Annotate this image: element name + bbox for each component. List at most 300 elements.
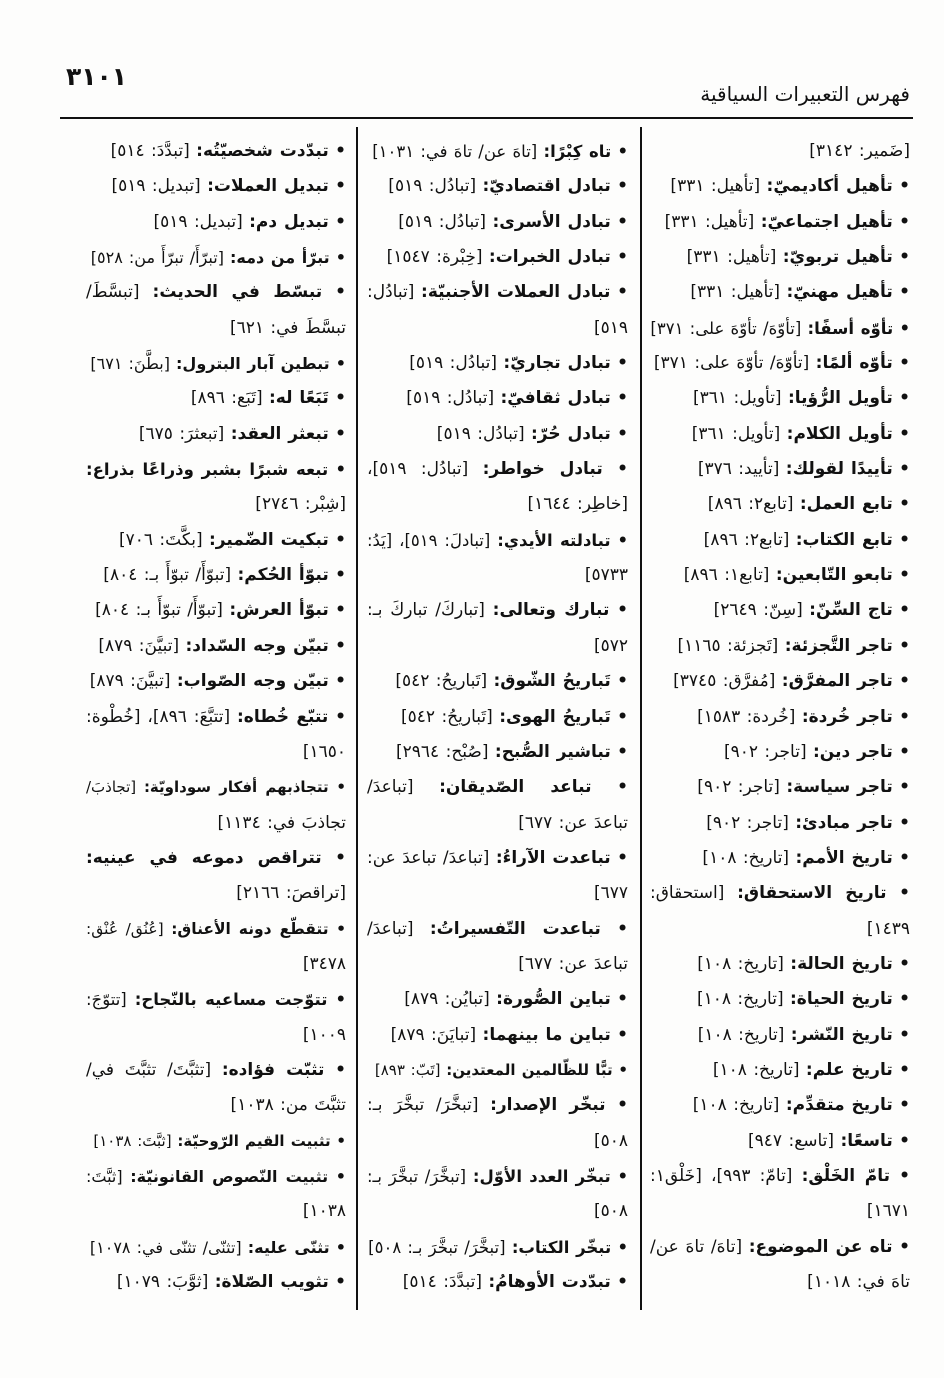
entry-reference: [ثوَّبَ: ١٠٧٩]	[116, 1272, 209, 1292]
index-entry-line	[86, 982, 346, 1017]
entry-reference: [تامّ: ٩٩٣]، [خَلْق١:	[650, 1165, 793, 1186]
index-entry-line	[86, 593, 346, 628]
bullet-marker: •	[617, 1272, 628, 1292]
entry-headword: تبخّر الإصدار:	[490, 1095, 606, 1116]
entry-reference: [تبرّأَ/ تبرّأَ من: ٥٢٨]	[90, 248, 224, 268]
entry-headword: تبديل دم:	[249, 211, 329, 232]
entry-headword: تبخّر العدد الأوّل:	[472, 1166, 611, 1186]
column-divider	[640, 127, 642, 1310]
entry-headword: تأوّه أسفًا:	[807, 318, 894, 338]
entry-reference: [تأوّهَ/ تأوّهَ على: ٣٧١]	[653, 353, 810, 374]
index-entry-line	[650, 1230, 910, 1265]
bullet-marker: •	[336, 919, 346, 938]
bullet-marker: •	[899, 318, 910, 338]
entry-headword: تبادل اقتصاديّ:	[482, 176, 611, 197]
index-entry-line	[650, 1053, 910, 1088]
bullet-marker: •	[899, 282, 910, 303]
entry-headword: تثبيت النّصوص القانونيّة:	[130, 1166, 329, 1186]
entry-reference: [تبسَّطَ/	[86, 282, 140, 303]
index-entry-line	[367, 134, 628, 169]
entry-reference: [تثبَّتَ/ تثبَّتَ في/	[86, 1059, 212, 1080]
entry-reference: [تبادُل: ٥١٩]	[409, 353, 498, 374]
bullet-marker: •	[335, 565, 346, 586]
entry-reference: [تبادُل: ٥١٩]،	[367, 459, 469, 480]
entry-reference: [تاسع: ٩٤٧]	[748, 1130, 835, 1151]
entry-headword: تباين ما بينهما:	[482, 1024, 611, 1045]
entry-reference: [تبادُل: ٥١٩]	[398, 211, 487, 232]
index-continuation-line	[367, 1194, 628, 1229]
index-entry-line	[367, 1018, 628, 1053]
entry-headword: تاريخ الحياة:	[789, 989, 893, 1010]
index-continuation-line	[650, 1265, 910, 1300]
index-continuation-line	[367, 629, 628, 664]
index-entry-line	[367, 275, 628, 310]
index-entry-line	[86, 169, 346, 204]
entry-reference: [تأويل: ٣٦١]	[691, 423, 781, 444]
entry-headword: تاج السِّنّ:	[809, 600, 893, 621]
entry-reference: ٥١٩]	[593, 317, 628, 338]
entry-headword: تابعو التّابعين:	[775, 565, 893, 586]
entry-reference: [تابع٢: ٨٩٦]	[703, 529, 790, 550]
index-entry-line	[367, 735, 628, 770]
bullet-marker: •	[899, 353, 910, 374]
bullet-marker: •	[617, 282, 628, 303]
bullet-marker: •	[617, 530, 628, 550]
entry-reference: [بكَّتَ: ٧٠٦]	[118, 529, 203, 550]
index-continuation-line	[650, 912, 910, 947]
bullet-marker: •	[899, 459, 910, 480]
entry-reference: [تأهيل: ٣٣١]	[670, 176, 761, 197]
index-entry-line	[367, 452, 628, 487]
page-number: ٣١٠١	[66, 62, 128, 91]
entry-headword: تاجر التَّجزئة:	[784, 635, 893, 656]
bullet-marker: •	[335, 1237, 346, 1257]
index-entry-line	[367, 1230, 628, 1265]
entry-headword: تأهيل مهنيّ:	[786, 282, 893, 303]
index-entry-line	[86, 629, 346, 664]
entry-headword: تاجر مبادئ:	[795, 812, 893, 833]
entry-reference: [تأييد: ٣٧٦]	[697, 459, 780, 480]
bullet-marker: •	[336, 1131, 346, 1150]
bullet-marker: •	[899, 600, 910, 621]
entry-headword: تبطين آبار البترول:	[176, 354, 330, 374]
index-entry-line	[650, 1124, 910, 1159]
entry-reference: [تثنّى/ تثنّى في: ١٠٧٨]	[89, 1237, 242, 1257]
bullet-marker: •	[618, 1060, 628, 1079]
entry-reference: [تبدَّدَ: ٥١٤]	[402, 1272, 482, 1292]
entry-headword: تاريخ متقدِّم:	[785, 1095, 893, 1116]
running-title: فهرس التعبيرات السياقية	[700, 82, 910, 106]
entry-headword: تباعدت الآراءُ:	[495, 847, 611, 868]
index-continuation-line	[86, 876, 346, 911]
index-entry-line	[86, 275, 346, 310]
entry-reference: [تباعدَ/	[367, 777, 414, 798]
entry-headword: تأهيل تربويّ:	[782, 247, 893, 268]
bullet-marker: •	[335, 990, 346, 1010]
index-continuation-line	[367, 487, 628, 522]
entry-reference: [تبايَنَ: ٨٧٩]	[390, 1024, 477, 1045]
bullet-marker: •	[617, 847, 628, 868]
index-continuation-line	[367, 558, 628, 593]
bullet-marker: •	[335, 176, 346, 197]
bullet-marker: •	[335, 706, 346, 727]
bullet-marker: •	[899, 565, 910, 586]
entry-reference: [تابع١: ٨٩٦]	[683, 565, 770, 586]
entry-headword: تامّ الخَلْق:	[801, 1165, 890, 1186]
entry-headword: تاسعًا:	[840, 1130, 893, 1151]
entry-headword: تبوّأ الحُكم:	[237, 565, 329, 586]
bullet-marker: •	[899, 1165, 910, 1186]
entry-reference: [تاجر: ٩٠٢]	[723, 741, 807, 762]
entry-reference: [تَبّ: ٨٩٣]	[374, 1060, 441, 1079]
index-entry-line	[650, 275, 910, 310]
bullet-marker: •	[617, 600, 628, 621]
entry-headword: تَباريحُ الشّوق:	[493, 671, 611, 692]
bullet-marker: •	[617, 142, 628, 161]
bullet-marker: •	[335, 248, 346, 268]
entry-reference: ١٦٧١]	[866, 1201, 910, 1222]
entry-headword: تاريخ علم:	[805, 1059, 893, 1080]
index-entry-line	[86, 700, 346, 735]
entry-headword: تثبيت القيم الرّوحيّة:	[177, 1131, 331, 1150]
bullet-marker: •	[899, 529, 910, 550]
entry-headword: تبديل العملات:	[207, 176, 329, 197]
entry-reference: [تبادُل: ٥١٩]	[406, 388, 495, 409]
entry-headword: تتبّع خُطاه:	[237, 706, 329, 727]
entry-reference: [تبادلَ: ٥١٩]، [يَدُ:	[367, 530, 491, 550]
bullet-marker: •	[335, 388, 346, 409]
entry-reference: [تبخَّرَ/ تبخَّرَ بـ:	[367, 1095, 479, 1116]
entry-headword: تابع العمل:	[799, 494, 893, 515]
index-entry-line	[650, 311, 910, 346]
entry-reference: ٥٠٨]	[593, 1130, 628, 1151]
entry-headword: تباين الصُّورة:	[496, 989, 611, 1010]
entry-reference: [تأهيل: ٣٣١]	[690, 282, 781, 303]
entry-headword: تاجر دين:	[813, 741, 893, 762]
index-entry-line	[86, 381, 346, 416]
entry-reference: [تاهَ/ تاهَ عن/	[650, 1236, 743, 1257]
index-entry-line	[367, 593, 628, 628]
bullet-marker: •	[335, 847, 346, 868]
bullet-marker: •	[899, 247, 910, 268]
index-continuation-line	[86, 1088, 346, 1123]
entry-headword: تابع الكتاب:	[795, 529, 893, 550]
entry-reference: تباعدَ عن: ٦٧٧]	[518, 812, 628, 833]
bullet-marker: •	[899, 847, 910, 868]
index-entry-line	[367, 417, 628, 452]
entry-reference: [تبيَّنَ: ٨٧٩]	[98, 635, 180, 656]
index-entry-line	[367, 912, 628, 947]
entry-reference: [استحقاق:	[650, 883, 725, 904]
index-entry-line	[86, 1124, 346, 1159]
entry-reference: [تاريخ: ١٠٨]	[712, 1059, 800, 1080]
index-entry-line	[650, 240, 910, 275]
index-entry-line	[650, 664, 910, 699]
entry-headword: تاريخ الاستحقاق:	[737, 883, 887, 904]
index-entry-line	[86, 1230, 346, 1265]
entry-headword: تاريخ النّشر:	[790, 1024, 893, 1045]
index-entry-line	[650, 205, 910, 240]
entry-reference: [تَبَع: ٨٩٦]	[190, 388, 263, 409]
entry-reference: [تبادُل: ٥١٩]	[388, 176, 477, 197]
index-entry-line	[367, 169, 628, 204]
bullet-marker: •	[335, 1166, 346, 1186]
bullet-marker: •	[899, 953, 910, 974]
index-entry-line	[367, 523, 628, 558]
index-entry-line	[650, 452, 910, 487]
entry-reference: ٥٧٣٣]	[584, 565, 628, 586]
entry-reference: [تاريخ: ١٠٨]	[697, 953, 784, 974]
bullet-marker: •	[617, 1166, 628, 1186]
index-entry-line	[367, 1159, 628, 1194]
index-continuation-line	[86, 947, 346, 982]
entry-reference: تاهَ في: ١٠١٨]	[807, 1272, 910, 1292]
index-continuation-line	[86, 311, 346, 346]
index-continuation-line	[86, 1194, 346, 1229]
index-entry-line	[86, 417, 346, 452]
bullet-marker: •	[899, 706, 910, 727]
bullet-marker: •	[336, 778, 346, 797]
entry-headword: تبادل تجاريّ:	[503, 353, 611, 374]
entry-reference: ٥٧٢]	[593, 635, 628, 656]
bullet-marker: •	[899, 671, 910, 692]
bullet-marker: •	[899, 1095, 910, 1116]
entry-headword: تاجر خُردة:	[801, 706, 893, 727]
bullet-marker: •	[899, 423, 910, 444]
entry-reference: [خِبْرة: ١٥٤٧]	[386, 247, 483, 268]
bullet-marker: •	[617, 459, 628, 480]
entry-headword: تبدّدت الأوهامُ:	[488, 1272, 611, 1292]
bullet-marker: •	[335, 141, 346, 161]
bullet-marker: •	[617, 671, 628, 692]
bullet-marker: •	[899, 635, 910, 656]
entry-headword: تبعه شبرًا بشبر وذراعًا بذراع:	[86, 460, 329, 480]
entry-headword: تأويل الرُّؤيا:	[787, 388, 893, 409]
index-entry-line	[86, 134, 346, 169]
bullet-marker: •	[335, 354, 346, 374]
bullet-marker: •	[899, 777, 910, 798]
bullet-marker: •	[335, 423, 346, 444]
entry-reference: [تَباريحُ: ٥٤٢]	[401, 706, 493, 727]
index-continuation-line	[367, 876, 628, 911]
bullet-marker: •	[899, 812, 910, 833]
index-entry-line	[650, 346, 910, 381]
entry-headword: تاجر سياسة:	[786, 777, 893, 798]
index-entry-line	[367, 770, 628, 805]
entry-headword: تبخّر الكتاب:	[511, 1237, 612, 1257]
entry-reference: [تبوّأَ/ تبوّأَ بـ: ٨٠٤]	[103, 565, 232, 586]
entry-reference: [تراقصَ: ٢١٦٦]	[236, 883, 346, 904]
index-entry-line	[650, 487, 910, 522]
index-entry-line	[86, 558, 346, 593]
bullet-marker: •	[899, 1059, 910, 1080]
index-continuation-line	[86, 1018, 346, 1053]
index-entry-line	[86, 1159, 346, 1194]
entry-headword: تبادل ثقافيّ:	[500, 388, 611, 409]
index-entry-line	[650, 558, 910, 593]
entry-headword: تثبّت فؤاده:	[221, 1059, 325, 1080]
bullet-marker: •	[617, 388, 628, 409]
index-entry-line	[86, 1053, 346, 1088]
entry-reference: [تتبَّعَ: ٨٩٦]، [خُطْوة:	[86, 706, 231, 727]
bullet-marker: •	[335, 600, 346, 621]
index-continuation-line	[86, 487, 346, 522]
index-entry-line	[86, 770, 346, 805]
entry-headword: تتوّجت مساعيه بالنّجاح:	[134, 990, 328, 1010]
entry-reference: [مُفرَّق: ٣٧٤٥]	[673, 671, 776, 692]
entry-headword: تبيّن وجه الصّواب:	[176, 671, 329, 692]
index-continuation-line	[367, 947, 628, 982]
entry-reference: [تاهَ عن/ تاهَ في: ١٠٣١]	[372, 142, 538, 161]
entry-headword: تباعدت التّفسيراتُ:	[429, 918, 601, 939]
entry-reference: [عُنُق/ عُنْق:	[86, 919, 164, 938]
entry-headword: تبادلته الأيدي:	[497, 530, 611, 550]
bullet-marker: •	[335, 282, 346, 303]
column-divider	[356, 127, 358, 1310]
index-entry-line	[650, 593, 910, 628]
entry-reference: [تبديل: ٥١٩]	[153, 211, 243, 232]
index-continuation-line	[650, 134, 910, 169]
entry-reference: تجاذبَ في: ١١٣٤]	[217, 812, 346, 833]
entry-reference: [تبعثرَ: ٦٧٥]	[138, 423, 225, 444]
entry-headword: تثنّى عليه:	[247, 1237, 330, 1257]
index-entry-line	[650, 523, 910, 558]
index-entry-line	[650, 735, 910, 770]
bullet-marker: •	[617, 423, 628, 444]
index-entry-line	[650, 700, 910, 735]
entry-reference: [تبخَّرَ/ تبخَّرَ بـ: ٥٠٨]	[368, 1237, 506, 1257]
entry-reference: ٦٧٧]	[593, 883, 628, 904]
entry-reference: [سِنّ: ٢٦٤٩]	[713, 600, 803, 621]
entry-reference: [تبخَّرَ/ تبخَّرَ بـ:	[367, 1166, 467, 1186]
bullet-marker: •	[617, 1024, 628, 1045]
index-entry-line	[86, 452, 346, 487]
index-entry-line	[367, 664, 628, 699]
entry-reference: [تبايُن: ٨٧٩]	[404, 989, 490, 1010]
entry-headword: تباشير الصُّبح:	[494, 741, 611, 762]
header-rule	[60, 117, 913, 119]
entry-headword: تبدّدت شخصيّتُه:	[196, 141, 329, 161]
entry-reference: [تأوّهَ/ تأوّهَ على: ٣٧١]	[650, 318, 802, 338]
index-entry-line	[367, 1053, 628, 1088]
index-entry-line	[86, 346, 346, 381]
entry-headword: تثويب الصّلاة:	[214, 1272, 329, 1292]
entry-headword: تأييدًا لقولك:	[785, 459, 893, 480]
entry-headword: تاريخ الأمم:	[795, 847, 893, 868]
entry-headword: تأويل الكلام:	[786, 423, 893, 444]
index-entry-line	[367, 381, 628, 416]
entry-headword: تبرّأ من دمه:	[230, 248, 330, 268]
entry-reference: [صُبْح: ٢٩٦٤]	[396, 741, 489, 762]
index-entry-line	[86, 664, 346, 699]
entry-headword: تأهيل أكاديميّ:	[766, 176, 893, 197]
bullet-marker: •	[335, 1272, 346, 1292]
entry-headword: تاجر المفرَّق:	[781, 671, 893, 692]
bullet-marker: •	[899, 388, 910, 409]
entry-headword: تبكيت الضّمير:	[208, 529, 329, 550]
index-continuation-line	[650, 1194, 910, 1229]
entry-headword: تبوّأ العرش:	[229, 600, 329, 621]
index-entry-line	[367, 982, 628, 1017]
index-entry-line	[650, 1159, 910, 1194]
index-entry-line	[650, 1018, 910, 1053]
index-entry-line	[367, 700, 628, 735]
bullet-marker: •	[617, 176, 628, 197]
entry-headword: تاه كِبْرًا:	[543, 142, 612, 161]
entry-reference: [تاريخ: ١٠٨]	[697, 1024, 785, 1045]
bullet-marker: •	[335, 460, 346, 480]
entry-headword: تبادل خواطر:	[482, 459, 603, 480]
entry-reference: ١٠٠٩]	[302, 1024, 346, 1045]
entry-reference: [تباعدَ/	[367, 918, 414, 939]
entry-reference: [تَجزئة: ١١٦٥]	[677, 635, 779, 656]
entry-headword: تتراقص دموعه في عينيه:	[86, 847, 322, 868]
entry-headword: تاه عن الموضوع:	[748, 1236, 893, 1257]
bullet-marker: •	[617, 918, 628, 939]
bullet-marker: •	[335, 671, 346, 692]
index-column-middle	[367, 134, 628, 1300]
entry-reference: تبسَّطَ في: ٦٢١]	[229, 317, 346, 338]
entry-reference: [تَباريحُ: ٥٤٢]	[395, 671, 488, 692]
entry-headword: تبعثر العقد:	[230, 423, 329, 444]
index-continuation-line	[367, 311, 628, 346]
bullet-marker: •	[335, 529, 346, 550]
entry-reference: [تبوّأَ/ تبوّأَ بـ: ٨٠٤]	[95, 600, 223, 621]
index-entry-line	[86, 523, 346, 558]
entry-reference: [تأهيل: ٣٣١]	[686, 247, 777, 268]
index-entry-line	[650, 169, 910, 204]
bullet-marker: •	[899, 1130, 910, 1151]
entry-headword: تبادل الخبرات:	[488, 247, 611, 268]
index-entry-line	[650, 841, 910, 876]
index-entry-line	[650, 629, 910, 664]
bullet-marker: •	[899, 211, 910, 232]
entry-reference: [تأهيل: ٣٣١]	[664, 211, 755, 232]
index-entry-line	[367, 1265, 628, 1300]
bullet-marker: •	[617, 1095, 628, 1116]
entry-reference: ١٦٥٠]	[302, 741, 346, 762]
bullet-marker: •	[899, 883, 910, 904]
bullet-marker: •	[617, 741, 628, 762]
entry-reference: [تجاذبَ/	[86, 778, 137, 797]
index-continuation-line	[86, 735, 346, 770]
entry-reference: [تباركَ/ تباركَ بـ:	[367, 600, 485, 621]
entry-reference: [خاطِر: ١٦٤٤]	[527, 494, 628, 515]
index-entry-line	[367, 1088, 628, 1123]
entry-reference: [تابع٢: ٨٩٦]	[707, 494, 794, 515]
entry-headword: تباعد الصّديقان:	[439, 777, 592, 798]
entry-reference: [تاجر: ٩٠٢]	[706, 812, 789, 833]
bullet-marker: •	[899, 989, 910, 1010]
entry-reference: [تاريخ: ١٠٨]	[692, 1095, 780, 1116]
entry-reference: ١٤٣٩]	[866, 918, 910, 939]
entry-reference: تباعدَ عن: ٦٧٧]	[518, 953, 628, 974]
entry-headword: تبسّط في الحديث:	[152, 282, 323, 303]
index-column-right	[650, 134, 910, 1300]
bullet-marker: •	[335, 211, 346, 232]
entry-headword: تبادل حُرّ:	[530, 423, 611, 444]
entry-reference: [ثبَّتَ: ١٠٣٨]	[93, 1131, 172, 1150]
entry-reference: ٣٤٧٨]	[302, 953, 346, 974]
bullet-marker: •	[899, 1236, 910, 1257]
bullet-marker: •	[617, 1237, 628, 1257]
index-entry-line	[367, 205, 628, 240]
entry-headword: تبيّن وجه السّداد:	[185, 635, 329, 656]
index-continuation-line	[367, 1124, 628, 1159]
entry-reference: [ثبَّتَ:	[86, 1166, 123, 1186]
bullet-marker: •	[899, 741, 910, 762]
index-entry-line	[367, 346, 628, 381]
